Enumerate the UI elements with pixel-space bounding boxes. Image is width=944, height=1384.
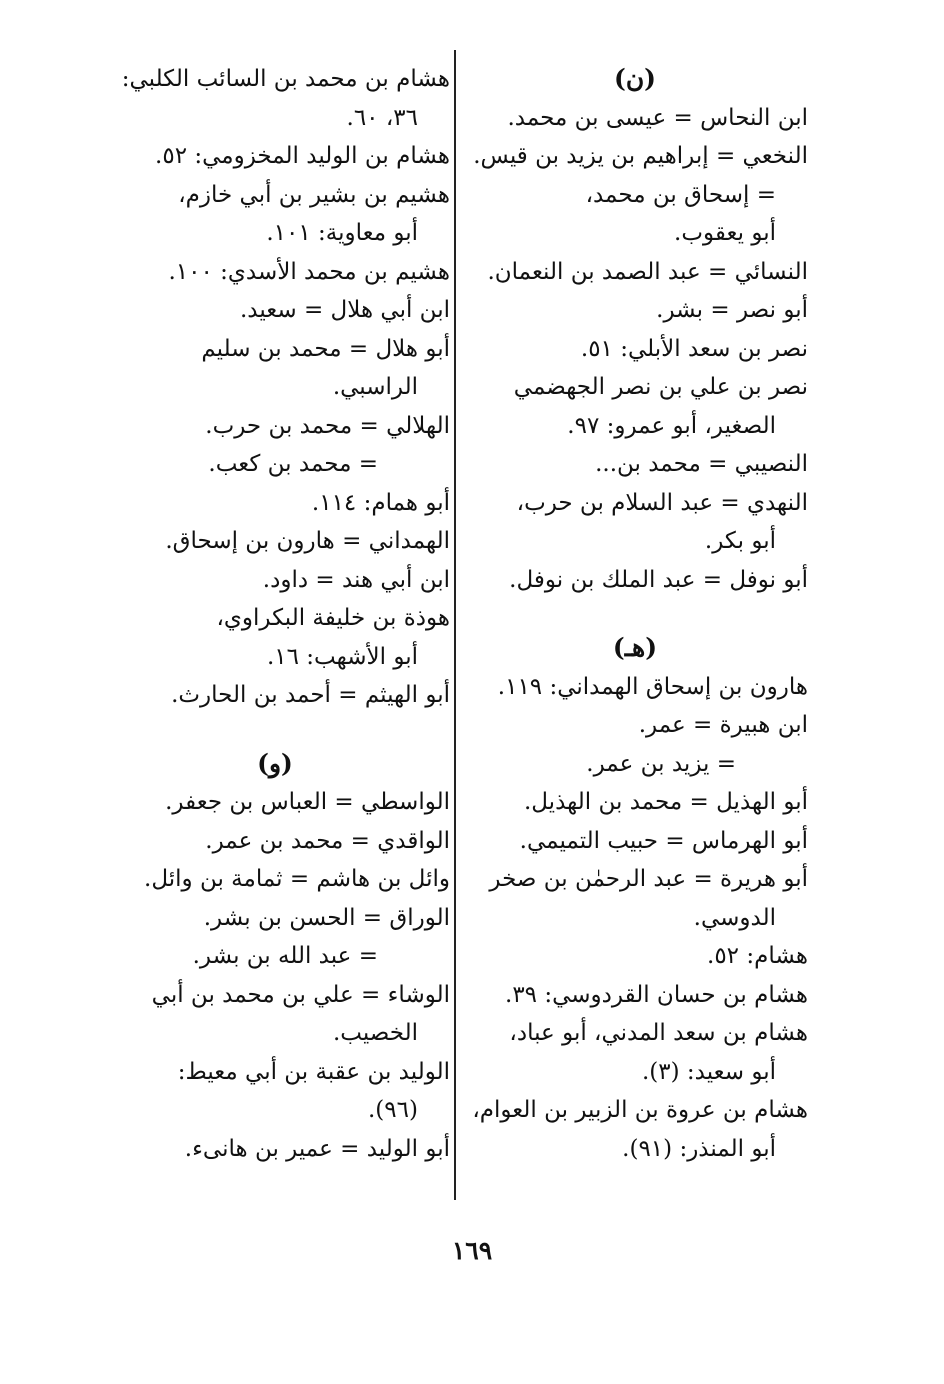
index-entry: أبو همام: ١١٤.: [311, 489, 450, 516]
index-entry: الوشاء = علي بن محمد بن أبي: [151, 981, 450, 1008]
index-entry: هشام بن محمد بن السائب الكلبي:: [121, 66, 450, 92]
page-number: ١٦٩: [451, 1236, 493, 1265]
index-entry: أبو سعيد: (٣).: [641, 1058, 776, 1085]
index-entry: ابن أبي هلال = سعيد.: [239, 297, 450, 323]
index-entry: أبو الأشهب: ١٦.: [266, 643, 418, 670]
index-entry: الوليد بن عقبة بن أبي معيط:: [177, 1058, 450, 1085]
index-entry: هشيم بن محمد الأسدي: ١٠٠.: [168, 258, 450, 285]
index-entry: النسائي = عبد الصمد بن النعمان.: [487, 258, 808, 285]
index-entry: أبو المنذر: (٩١).: [622, 1135, 776, 1162]
index-entry: أبو الهرماس = حبيب التميمي.: [519, 827, 808, 854]
index-entry: نصر بن علي بن نصر الجهضمي: [513, 374, 808, 400]
index-entry: هشام: ٥٢.: [707, 943, 808, 969]
index-entry: ابن أبي هند = داود.: [262, 566, 450, 593]
section-heading-waw: (و): [257, 748, 293, 778]
index-entry: الهلالي = محمد بن حرب.: [205, 412, 450, 439]
index-entry: النصيبي = محمد بن...: [595, 451, 808, 477]
index-entry: الصغير، أبو عمرو: ٩٧.: [567, 412, 776, 439]
index-entry: ابن النحاس = عيسى بن محمد.: [507, 104, 808, 131]
index-entry: = إسحاق بن محمد،: [585, 181, 776, 208]
index-entry: الراسبي.: [332, 374, 418, 400]
section-heading-nun: (ن): [613, 64, 657, 93]
index-entry: أبو بكر.: [704, 528, 776, 554]
index-entry: النخعي = إبراهيم بن يزيد بن قيس.: [473, 143, 808, 169]
index-entry: أبو الهيثم = أحمد بن الحارث.: [171, 682, 450, 708]
index-entry: أبو نوفل = عبد الملك بن نوفل.: [509, 566, 808, 593]
index-entry: وائل بن هاشم = ثمامة بن وائل.: [144, 866, 450, 892]
index-entry: (٩٦).: [368, 1097, 418, 1123]
index-entry: = يزيد بن عمر.: [586, 750, 736, 777]
index-entry: ٣٦، ٦٠.: [346, 104, 418, 131]
index-entry: الواسطي = العباس بن جعفر.: [165, 789, 450, 815]
index-entry: هشام بن حسان القردوسي: ٣٩.: [505, 981, 808, 1008]
index-entry: أبو هلال = محمد بن سليم: [201, 335, 450, 362]
index-entry: هشام بن سعد المدني، أبو عباد،: [509, 1020, 808, 1046]
index-entry: هوذة بن خليفة البكراوي،: [216, 605, 450, 631]
index-entry: = محمد بن كعب.: [208, 451, 378, 477]
index-entry: هشام بن الوليد المخزومي: ٥٢.: [155, 143, 450, 169]
index-entry: نصر بن سعد الأبلي: ٥١.: [580, 335, 808, 362]
index-entry: ابن هبيرة = عمر.: [638, 712, 808, 738]
left-column: [100, 60, 450, 1168]
index-entry: الدوسي.: [693, 904, 776, 931]
index-entry: أبو يعقوب.: [674, 220, 776, 246]
index-entry: الواقدي = محمد بن عمر.: [205, 827, 450, 854]
section-heading-ha: (هـ): [612, 633, 658, 662]
index-entry: = عبد الله بن بشر.: [192, 943, 378, 969]
column-divider: [454, 50, 456, 1200]
index-entry: هشيم بن بشير بن أبي خازم،: [178, 181, 450, 208]
index-entry: أبو الهذيل = محمد بن الهذيل.: [523, 789, 808, 815]
index-entry: أبو نصر = بشر.: [656, 297, 808, 323]
index-entry: هشام بن عروة بن الزبير بن العوام،: [472, 1097, 808, 1123]
index-entry: الوراق = الحسن بن بشر.: [203, 904, 450, 931]
index-entry: أبو الوليد = عمير بن هانىء.: [184, 1135, 450, 1162]
index-entry: أبو هريرة = عبد الرحمٰن بن صخر: [489, 866, 808, 892]
index-entry: الخصيب.: [332, 1020, 418, 1046]
index-entry: أبو معاوية: ١٠١.: [266, 220, 418, 246]
index-entry: الهمداني = هارون بن إسحاق.: [165, 528, 450, 554]
right-column: [462, 60, 808, 1168]
index-entry: النهدي = عبد السلام بن حرب،: [516, 489, 808, 516]
index-entry: هارون بن إسحاق الهمداني: ١١٩.: [497, 673, 808, 700]
